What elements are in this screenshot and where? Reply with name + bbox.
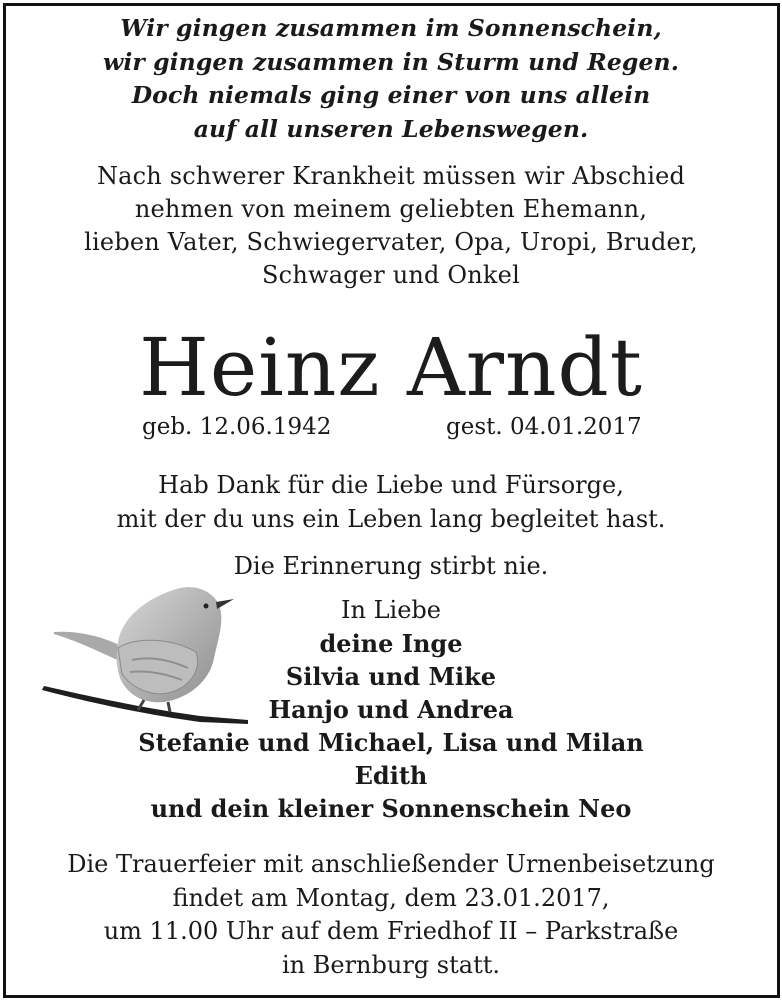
- poem-block: [0, 12, 782, 146]
- deceased-name: Heinz Arndt: [139, 321, 643, 414]
- thanks-line: Hab Dank für die Liebe und Fürsorge,: [158, 471, 624, 499]
- intro-line: lieben Vater, Schwiegervater, Opa, Uropi, Bruder,: [84, 228, 698, 256]
- poem-line: wir gingen zusammen in Sturm und Regen.: [102, 47, 679, 76]
- intro-line: Schwager und Onkel: [262, 261, 520, 289]
- memory-line: Die Erinnerung stirbt nie.: [233, 552, 549, 580]
- family-member: deine Inge: [319, 629, 463, 658]
- service-line: findet am Montag, dem 23.01.2017,: [172, 883, 610, 912]
- funeral-service-info: [0, 848, 782, 982]
- intro-line: nehmen von meinem geliebten Ehemann,: [134, 195, 648, 223]
- death-date: gest. 04.01.2017: [446, 414, 642, 440]
- birth-date: geb. 12.06.1942: [142, 414, 332, 440]
- thanks-text: [0, 468, 782, 536]
- family-member: Edith: [354, 761, 428, 790]
- family-member: Hanjo und Andrea: [268, 695, 514, 724]
- poem-line: Doch niemals ging einer von uns allein: [131, 81, 651, 109]
- poem-line: auf all unseren Lebenswegen.: [193, 114, 589, 143]
- intro-line: Nach schwerer Krankheit müssen wir Abschied: [96, 162, 686, 190]
- thanks-line: mit der du uns ein Leben lang begleitet hast.: [116, 505, 666, 533]
- family-member: und dein kleiner Sonnenschein Neo: [150, 794, 632, 823]
- family-signatures: [0, 594, 782, 825]
- service-line: Die Trauerfeier mit anschließender Urnenbeisetzung: [67, 850, 715, 878]
- intro-text: [0, 160, 782, 292]
- family-opening: In Liebe: [341, 596, 441, 624]
- poem-line: Wir gingen zusammen im Sonnenschein,: [120, 14, 662, 42]
- service-line: um 11.00 Uhr auf dem Friedhof II – Parkstraße: [103, 917, 679, 945]
- family-member: Silvia und Mike: [285, 662, 497, 691]
- family-member: Stefanie und Michael, Lisa und Milan: [138, 728, 644, 757]
- service-line: in Bernburg statt.: [281, 950, 500, 979]
